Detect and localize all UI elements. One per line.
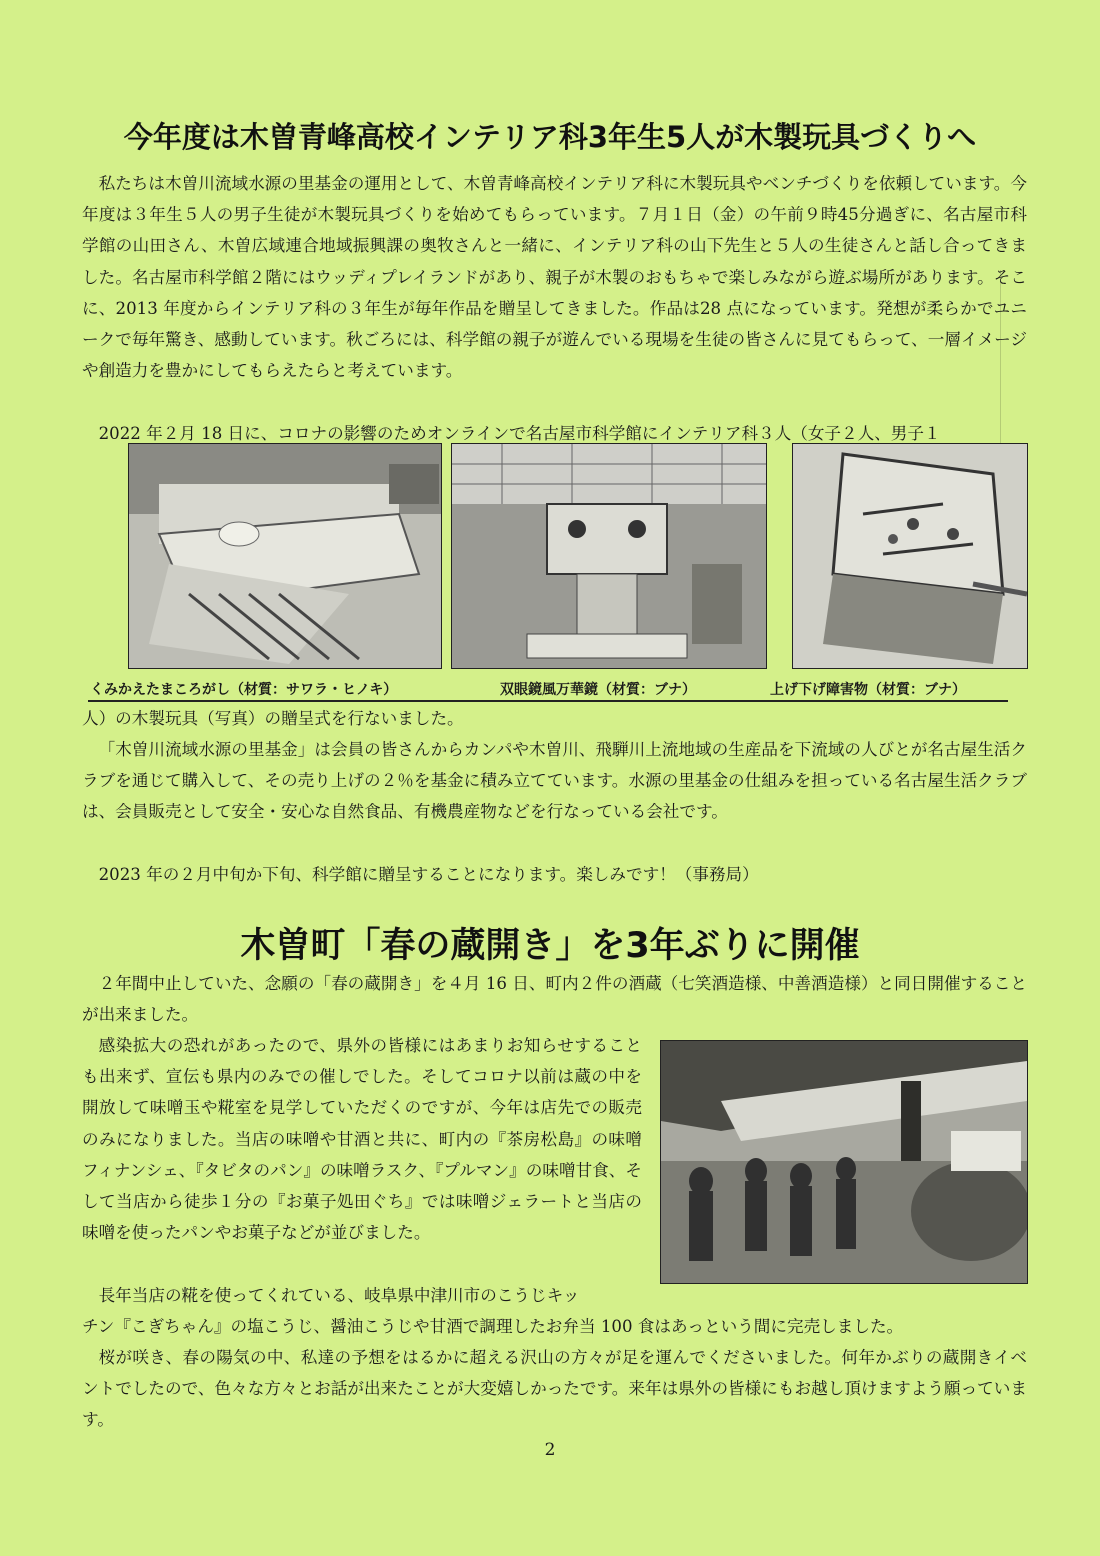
caption-3: 上げ下げ障害物（材質：ブナ） [770, 682, 966, 698]
article1-para3: 「木曽川流域水源の里基金」は会員の皆さんからカンパや木曽川、飛騨川上流地域の生産品を下流域の人びとが名古屋生活クラブを通じて購入して、その売り上げの２％を基金に積み立てています。水源の里基金の仕組みを担っている名古屋生活クラブは、会員販売として安全・安心な自然食品、有機農産物などを行なっている会社です。 [82, 740, 1027, 822]
photo-kaleidoscope [451, 443, 767, 669]
article2-title: 木曽町「春の蔵開き」を3年ぶりに開催 [240, 926, 860, 966]
page-number: 2 [544, 1440, 556, 1460]
article2-para4: 桜が咲き、春の陽気の中、私達の予想をはるかに超える沢山の方々が足を運んでくださいました。何年かぶりの蔵開きイベントでしたので、色々な方々とお話が出来たことが大変嬉しかったです。来年は県外の皆様にもお越し頂けますよう願っています。 [82, 1348, 1027, 1430]
photo-kurabiraki [660, 1040, 1028, 1284]
article2-para2: 感染拡大の恐れがあったので、県外の皆様にはあまりお知らせすることも出来ず、宣伝も県内のみでの催しでした。そしてコロナ以前は蔵の中を開放して味噌玉や糀室を見学していただくのですが、今年は店先での販売のみになりました。当店の味噌や甘酒と共に、町内の『茶房松島』の味噌フィナンシェ、『タビタのパン』の味噌ラスク、『プルマン』の味噌甘食、そして当店から徒歩１分の『お菓子処田ぐち』では味噌ジェラートと当店の味噌を使ったパンやお菓子などが並びました。 [82, 1036, 642, 1243]
article1-para2-start: 2022 年２月 18 日に、コロナの影響のためオンラインで名古屋市科学館にインテリア科３人（女子２人、男子１ [98, 424, 941, 443]
caption-2: 双眼鏡風万華鏡（材質：ブナ） [500, 682, 696, 698]
photo-tamakorogashi [128, 443, 442, 669]
article1-title: 今年度は木曽青峰高校インテリア科3年生5人が木製玩具づくりへ [123, 120, 977, 154]
article2-para3b: チン『こぎちゃん』の塩こうじ、醤油こうじや甘酒で調理したお弁当 100 食はあっという間に完売しました。 [82, 1317, 904, 1336]
photo-obstacle-toy [792, 443, 1028, 669]
article2-para1: ２年間中止していた、念願の「春の蔵開き」を４月 16 日、町内２件の酒蔵（七笑酒造様、中善酒造様）と同日開催することが出来ました。 [82, 974, 1027, 1025]
caption-1: くみかえたまころがし（材質：サワラ・ヒノキ） [90, 682, 398, 698]
photo-captions [88, 678, 1008, 702]
article2-para3a: 長年当店の糀を使ってくれている、岐阜県中津川市のこうじキッ [98, 1286, 580, 1305]
article1-para4: 2023 年の２月中旬か下旬、科学館に贈呈することになります。楽しみです！（事務局） [98, 865, 759, 884]
article1-para1: 私たちは木曽川流域水源の里基金の運用として、木曽青峰高校インテリア科に木製玩具やベンチづくりを依頼しています。今年度は３年生５人の男子生徒が木製玩具づくりを始めてもらっています。７月１日（金）の午前９時45分過ぎに、名古屋市科学館の山田さん、木曽広域連合地域振興課の奥牧さんと一緒に、インテリア科の山下先生と５人の生徒さんと話し合ってきました。名古屋市科学館２階にはウッディプレイランドがあり、親子が木製のおもちゃで楽しみながら遊ぶ場所があります。そこに、2013 年度からインテリア科の３年生が毎年作品を贈呈してきました。作品は28 点になっています。発想が柔らかでユニークで毎年驚き、感動しています。秋ごろには、科学館の親子が遊んでいる現場を生徒の皆さんに見てもらって、一層イメージや創造力を豊かにしてもらえたらと考えています。 [82, 174, 1027, 381]
article1-para2-end: 人）の木製玩具（写真）の贈呈式を行ないました。 [82, 709, 464, 728]
